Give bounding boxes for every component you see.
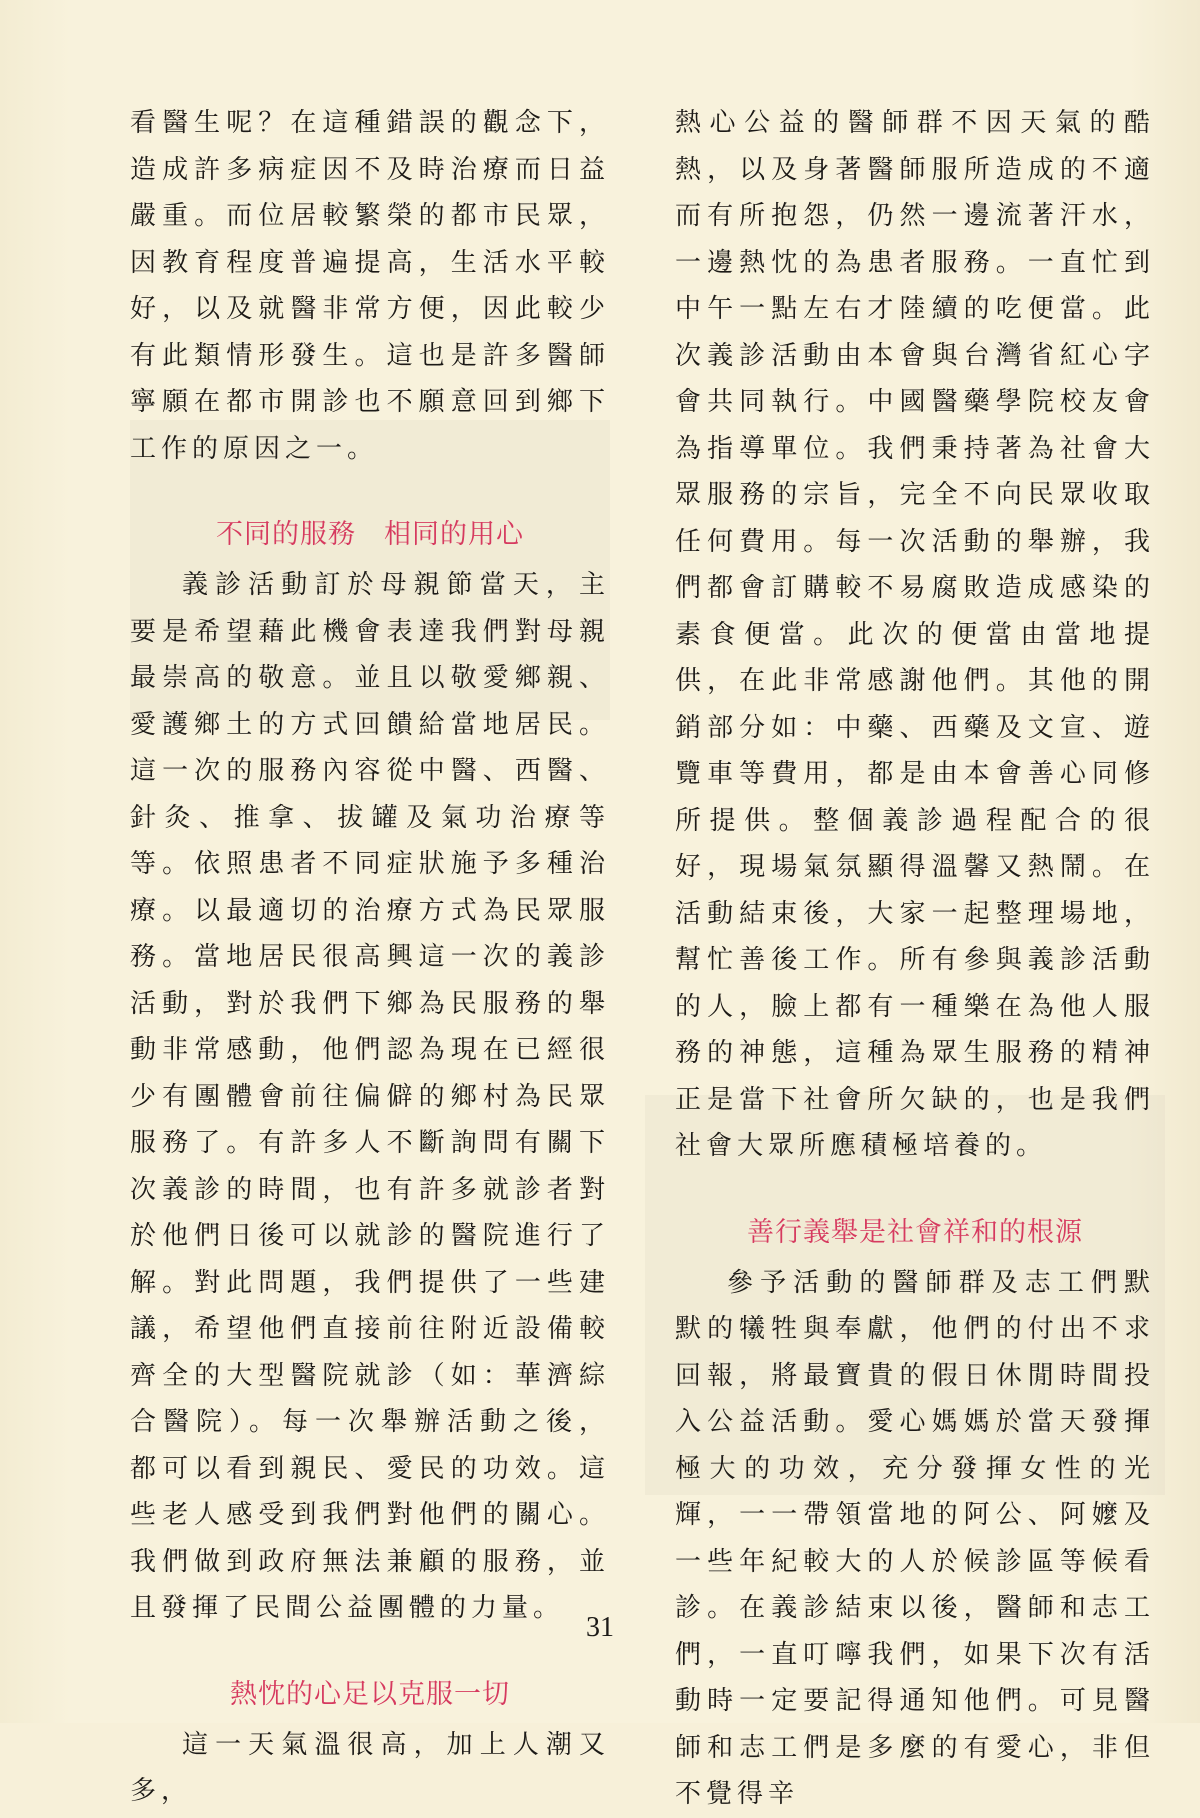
left-column: [130, 100, 610, 1815]
section-heading: 熱忱的心足以克服一切: [230, 1678, 510, 1710]
body-paragraph: 參予活動的醫師群及志工們默默的犧牲與奉獻，他們的付出不求回報，將最寶貴的假日休閒時間投入公益活動。愛心媽媽於當天發揮極大的功效，充分發揮女性的光輝，一一帶領當地的阿公、阿嬤及一些年紀較大的人於候診區等候看診。在義診結束以後，醫師和志工們，一直叮嚀我們，如果下次有活動時一定要記得通知他們。可見醫師和志工們是多麼的有愛心，非但不覺得辛: [675, 1267, 1155, 1809]
body-paragraph: 看醫生呢？在這種錯誤的觀念下，造成許多病症因不及時治療而日益嚴重。而位居較繁榮的都市民眾，因教育程度普遍提高，生活水平較好，以及就醫非常方便，因此較少有此類情形發生。這也是許多醫師寧願在都市開診也不願意回到鄉下工作的原因之一。: [130, 108, 610, 464]
right-column: [675, 100, 1155, 1818]
body-paragraph: 熱心公益的醫師群不因天氣的酷熱，以及身著醫師服所造成的不適而有所抱怨，仍然一邊流著汗水，一邊熱忱的為患者服務。一直忙到中午一點左右才陸續的吃便當。此次義診活動由本會與台灣省紅心字會共同執行。中國醫藥學院校友會為指導單位。我們秉持著為社會大眾服務的宗旨，完全不向民眾收取任何費用。每一次活動的舉辦，我們都會訂購較不易腐敗造成感染的素食便當。此次的便當由當地提供，在此非常感謝他們。其他的開銷部分如：中藥、西藥及文宣、遊覽車等費用，都是由本會善心同修所提供。整個義診過程配合的很好，現場氣氛顯得溫馨又熱鬧。在活動結束後，大家一起整理場地，幫忙善後工作。所有參與義診活動的人，臉上都有一種樂在為他人服務的神態，這種為眾生服務的精神正是當下社會所欠缺的，也是我們社會大眾所應積極培養的。: [675, 108, 1155, 1161]
section-heading: 不同的服務 相同的用心: [216, 519, 524, 550]
body-paragraph: 義診活動訂於母親節當天，主要是希望藉此機會表達我們對母親最崇高的敬意。並且以敬愛鄉親、愛護鄉土的方式回饋給當地居民。這一次的服務內容從中醫、西醫、針灸、推拿、拔罐及氣功治療等等。依照患者不同症狀施予多種治療。以最適切的治療方式為民眾服務。當地居民很高興這一次的義診活動，對於我們下鄉為民服務的舉動非常感動，他們認為現在已經很少有團體會前往偏僻的鄉村為民眾服務了。有許多人不斷詢問有關下次義診的時間，也有許多就診者對於他們日後可以就診的醫院進行了解。對此問題，我們提供了一些建議，希望他們直接前往附近設備較齊全的大型醫院就診（如：華濟綜合醫院）。每一次舉辦活動之後，都可以看到親民、愛民的功效。這些老人感受到我們對他們的關心。我們做到政府無法兼顧的服務，並且發揮了民間公益團體的力量。: [130, 570, 610, 1623]
body-paragraph: 這一天氣溫很高，加上人潮又多，: [130, 1729, 610, 1806]
section-heading: 善行義舉是社會祥和的根源: [747, 1216, 1083, 1248]
page-number: 31: [586, 1612, 614, 1643]
